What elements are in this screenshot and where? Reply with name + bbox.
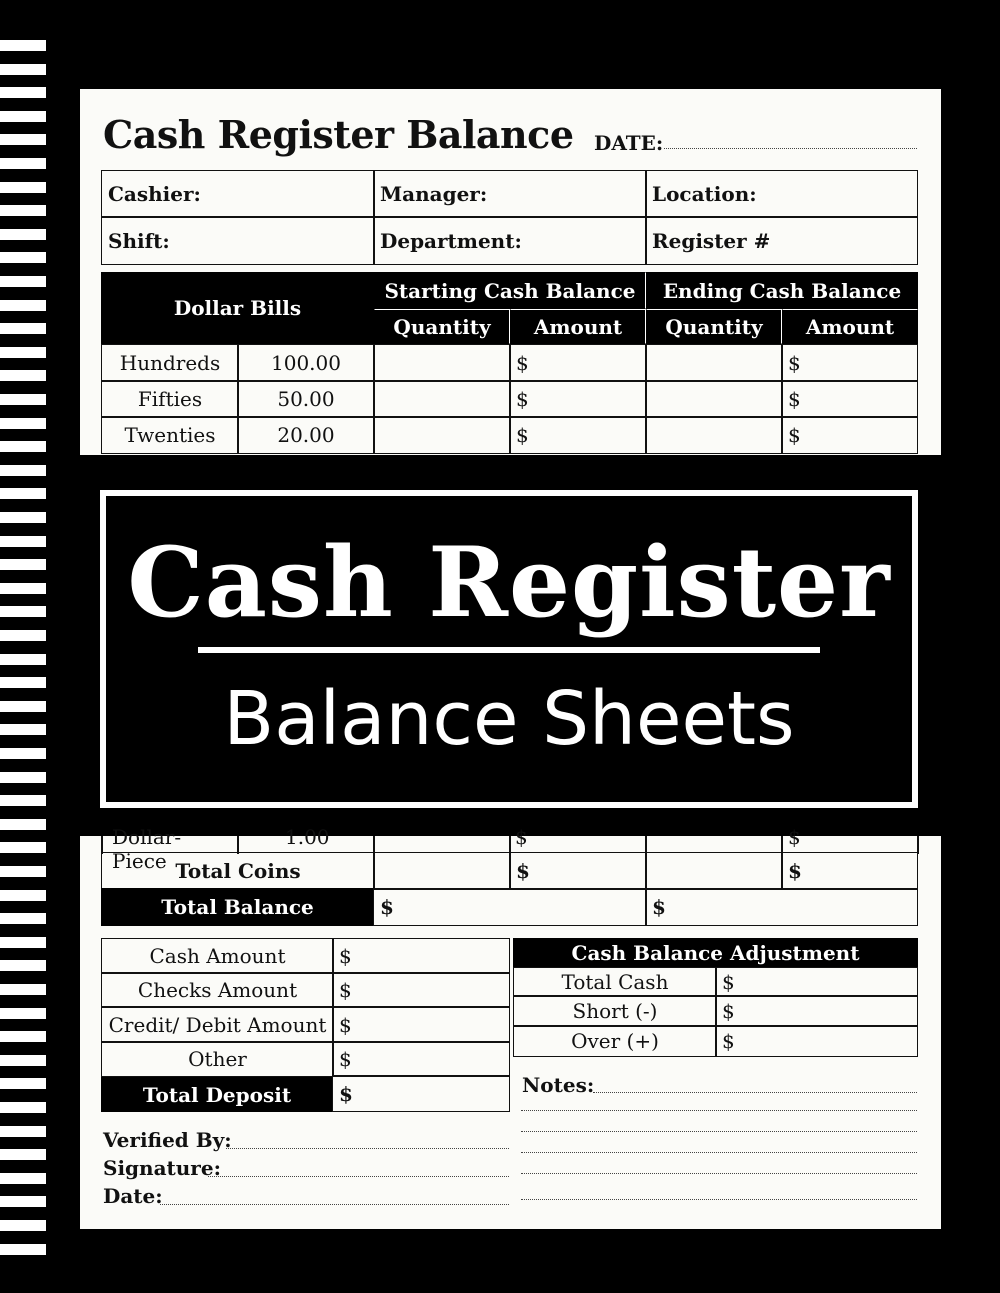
spiral-stripe	[0, 795, 46, 806]
spiral-stripe	[0, 1031, 46, 1042]
spiral-stripe	[0, 724, 46, 735]
notes-line[interactable]	[521, 1131, 917, 1132]
register-label: Register #	[652, 228, 771, 253]
location-field[interactable]	[645, 170, 918, 218]
spiral-stripe	[0, 134, 46, 145]
other-field[interactable]: $	[332, 1041, 510, 1077]
cash-amount-label: Cash Amount	[101, 938, 334, 974]
spiral-stripe	[0, 465, 46, 476]
spiral-stripe	[0, 276, 46, 287]
total-coins-start-amount[interactable]: $	[509, 852, 647, 890]
spiral-stripe	[0, 630, 46, 641]
signature-label: Signature:	[103, 1156, 221, 1180]
banner-title: Cash Register	[127, 526, 891, 639]
bill-value: 20.00	[237, 416, 375, 454]
spiral-stripe	[0, 182, 46, 193]
register-field[interactable]	[645, 216, 918, 265]
total-balance-start[interactable]: $	[373, 888, 647, 926]
notes-label: Notes:	[522, 1073, 595, 1097]
spiral-stripe	[0, 64, 46, 75]
quantity-field[interactable]	[645, 344, 783, 382]
total-coins-start-qty[interactable]	[373, 852, 511, 890]
spiral-stripe	[0, 300, 46, 311]
notes-line[interactable]	[521, 1110, 917, 1111]
partial-dollar: $	[788, 825, 801, 849]
amount-field[interactable]: $	[509, 380, 647, 418]
notes-line[interactable]	[521, 1173, 917, 1174]
bill-value: 100.00	[237, 344, 375, 382]
total-coins-end-qty[interactable]	[645, 852, 783, 890]
starting-quantity-header: Quantity	[374, 309, 510, 344]
quantity-field[interactable]	[645, 416, 783, 454]
ending-quantity-header: Quantity	[646, 309, 782, 344]
total-cash-field[interactable]: $	[715, 967, 918, 997]
spiral-stripe	[0, 960, 46, 971]
spiral-stripe	[0, 748, 46, 759]
amount-field[interactable]: $	[781, 416, 918, 454]
shift-field[interactable]	[101, 216, 375, 265]
spiral-stripe	[0, 842, 46, 853]
notes-line[interactable]	[593, 1092, 917, 1093]
signature-date-label: Date:	[103, 1184, 163, 1208]
spiral-stripe	[0, 866, 46, 877]
bill-value: 50.00	[237, 380, 375, 418]
starting-balance-header: Starting Cash Balance	[374, 272, 646, 309]
location-label: Location:	[652, 182, 757, 206]
spiral-stripe	[0, 654, 46, 665]
spiral-stripe	[0, 40, 46, 51]
cashier-label: Cashier:	[108, 182, 201, 206]
spiral-stripe	[0, 984, 46, 995]
shift-label: Shift:	[108, 228, 170, 253]
quantity-field[interactable]	[373, 416, 511, 454]
spiral-stripe	[0, 1055, 46, 1066]
partial-dollar: $	[515, 825, 528, 849]
spiral-stripe	[0, 158, 46, 169]
credit-debit-label: Credit/ Debit Amount	[101, 1006, 334, 1043]
spiral-stripe	[0, 701, 46, 712]
form-title: Cash Register Balance	[103, 112, 574, 157]
spiral-stripe	[0, 819, 46, 830]
total-coins-label: Total Coins	[101, 852, 375, 890]
credit-debit-field[interactable]: $	[332, 1006, 510, 1043]
banner-subtitle: Balance Sheets	[223, 676, 795, 762]
spiral-stripe	[0, 512, 46, 523]
partial-row-name: Dollar-Piece	[112, 825, 182, 873]
spiral-stripe	[0, 418, 46, 429]
dollar-bills-header: Dollar Bills	[101, 272, 374, 344]
checks-amount-label: Checks Amount	[101, 972, 334, 1008]
date-field[interactable]	[664, 148, 917, 149]
spiral-stripe	[0, 111, 46, 122]
verified-by-field[interactable]	[226, 1148, 509, 1149]
spiral-stripe	[0, 913, 46, 924]
spiral-stripe	[0, 606, 46, 617]
spiral-stripe	[0, 536, 46, 547]
spiral-stripe	[0, 205, 46, 216]
cash-amount-field[interactable]: $	[332, 938, 510, 974]
total-deposit-label: Total Deposit	[101, 1077, 333, 1112]
banner-divider	[198, 647, 820, 653]
total-coins-end-amount[interactable]: $	[781, 852, 918, 890]
spiral-stripe	[0, 1220, 46, 1231]
bill-name: Hundreds	[101, 344, 239, 382]
partial-row-value: 1.00	[285, 825, 330, 849]
cover-banner	[100, 490, 918, 808]
quantity-field[interactable]	[373, 380, 511, 418]
spiral-stripe	[0, 1173, 46, 1184]
starting-amount-header: Amount	[510, 309, 646, 344]
spiral-stripe	[0, 890, 46, 901]
spiral-stripe	[0, 559, 46, 570]
spiral-stripe	[0, 1078, 46, 1089]
checks-amount-field[interactable]: $	[332, 972, 510, 1008]
total-deposit-field[interactable]: $	[332, 1075, 510, 1112]
cashier-field[interactable]	[101, 170, 375, 218]
amount-field[interactable]: $	[781, 380, 918, 418]
spiral-stripe	[0, 370, 46, 381]
over-label: Over (+)	[513, 1025, 717, 1057]
spiral-stripe	[0, 394, 46, 405]
date-label: DATE:	[594, 131, 664, 155]
signature-field[interactable]	[208, 1176, 509, 1177]
total-cash-label: Total Cash	[513, 967, 717, 997]
spiral-stripe	[0, 677, 46, 688]
spiral-stripe	[0, 323, 46, 334]
spiral-stripe	[0, 772, 46, 783]
spiral-stripe	[0, 583, 46, 594]
spiral-binding	[0, 40, 46, 1260]
ending-balance-header: Ending Cash Balance	[646, 272, 918, 309]
total-balance-label: Total Balance	[101, 888, 374, 926]
total-balance-end[interactable]: $	[645, 888, 918, 926]
department-label: Department:	[380, 228, 522, 253]
amount-field[interactable]: $	[509, 344, 647, 382]
adjustment-title: Cash Balance Adjustment	[513, 938, 918, 967]
spiral-stripe	[0, 252, 46, 263]
over-field[interactable]: $	[715, 1025, 918, 1057]
spiral-stripe	[0, 1149, 46, 1160]
notes-line[interactable]	[521, 1199, 917, 1200]
amount-field[interactable]: $	[509, 416, 647, 454]
spiral-stripe	[0, 87, 46, 98]
ending-amount-header: Amount	[782, 309, 918, 344]
spiral-stripe	[0, 441, 46, 452]
verified-by-label: Verified By:	[103, 1128, 232, 1152]
quantity-field[interactable]	[373, 344, 511, 382]
notes-line[interactable]	[521, 1152, 917, 1153]
spiral-stripe	[0, 229, 46, 240]
spiral-stripe	[0, 1008, 46, 1019]
spiral-stripe	[0, 1244, 46, 1255]
amount-field[interactable]: $	[781, 344, 918, 382]
other-label: Other	[101, 1041, 334, 1077]
bill-name: Fifties	[101, 380, 239, 418]
signature-date-field[interactable]	[160, 1204, 509, 1205]
short-label: Short (-)	[513, 995, 717, 1027]
department-field[interactable]	[373, 216, 647, 265]
bill-name: Twenties	[101, 416, 239, 454]
spiral-stripe	[0, 1126, 46, 1137]
spiral-stripe	[0, 937, 46, 948]
spiral-stripe	[0, 488, 46, 499]
manager-field[interactable]	[373, 170, 647, 218]
spiral-stripe	[0, 1102, 46, 1113]
manager-label: Manager:	[380, 182, 488, 206]
quantity-field[interactable]	[645, 380, 783, 418]
short-field[interactable]: $	[715, 995, 918, 1027]
spiral-stripe	[0, 347, 46, 358]
spiral-stripe	[0, 1196, 46, 1207]
